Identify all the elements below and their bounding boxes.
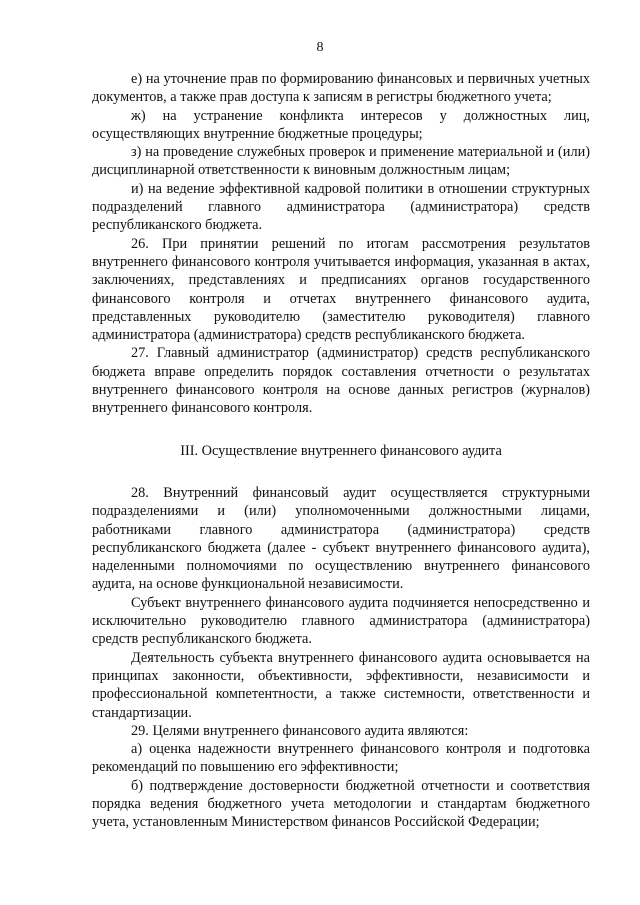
paragraph-27: 27. Главный администратор (администратор) средств республиканского бюджета вправе определить порядок составления отчетности о результатах внутреннего финансового контроля на основе данных регистров (журналов) внутреннего финансового контроля. (92, 345, 590, 417)
paragraph-activity: Деятельность субъекта внутреннего финансового аудита основывается на принципах законности, объективности, эффективности, независимости и профессиональной компетентности, а также системности, ответственности и стандартизации. (92, 649, 590, 721)
paragraph-29: 29. Целями внутреннего финансового аудита являются: (131, 722, 469, 739)
document-body (92, 70, 590, 832)
page-number: 8 (316, 40, 324, 55)
paragraph-subject: Субъект внутреннего финансового аудита подчиняется непосредственно и исключительно руководителю главного администратора (администратора) средств республиканского бюджета. (92, 594, 590, 648)
paragraph-z: з) на проведение служебных проверок и применение материальной и (или) дисциплинарной ответственности к виновным должностным лицам; (92, 144, 590, 179)
paragraph-zh: ж) на устранение конфликта интересов у должностных лиц, осуществляющих внутренние бюджетные процедуры; (92, 107, 590, 142)
paragraph-e: е) на уточнение прав по формированию финансовых и первичных учетных документов, а также прав доступа к записям в регистры бюджетного учета; (92, 71, 590, 106)
paragraph-28: 28. Внутренний финансовый аудит осуществляется структурными подразделениями и (или) уполномоченными должностными лицами, работниками главного администратора (администратора) средств республиканского бюджета (далее - субъект внутреннего финансового аудита), наделенными полномочиями по осуществлению внутреннего финансового аудита, на основе функциональной независимости. (92, 484, 590, 593)
paragraph-a: а) оценка надежности внутреннего финансового контроля и подготовка рекомендаций по повышению его эффективности; (92, 741, 590, 776)
paragraph-i: и) на ведение эффективной кадровой политики в отношении структурных подразделений главного администратора (администратора) средств республиканского бюджета. (92, 180, 590, 234)
paragraph-b: б) подтверждение достоверности бюджетной отчетности и соответствия порядка ведения бюджетного учета методологии и стандартам бюджетного учета, установленным Министерством финансов Российской Федерации; (92, 777, 590, 831)
section-heading: III. Осуществление внутреннего финансового аудита (180, 442, 502, 459)
paragraph-26: 26. При принятии решений по итогам рассмотрения результатов внутреннего финансового контроля учитывается информация, указанная в актах, заключениях, представлениях и предписаниях органов государственного финансового контроля и отчетах внутреннего финансового аудита, представленных руководителю (заместителю руководителя) главного администратора (администратора) средств республиканского бюджета. (92, 235, 590, 344)
